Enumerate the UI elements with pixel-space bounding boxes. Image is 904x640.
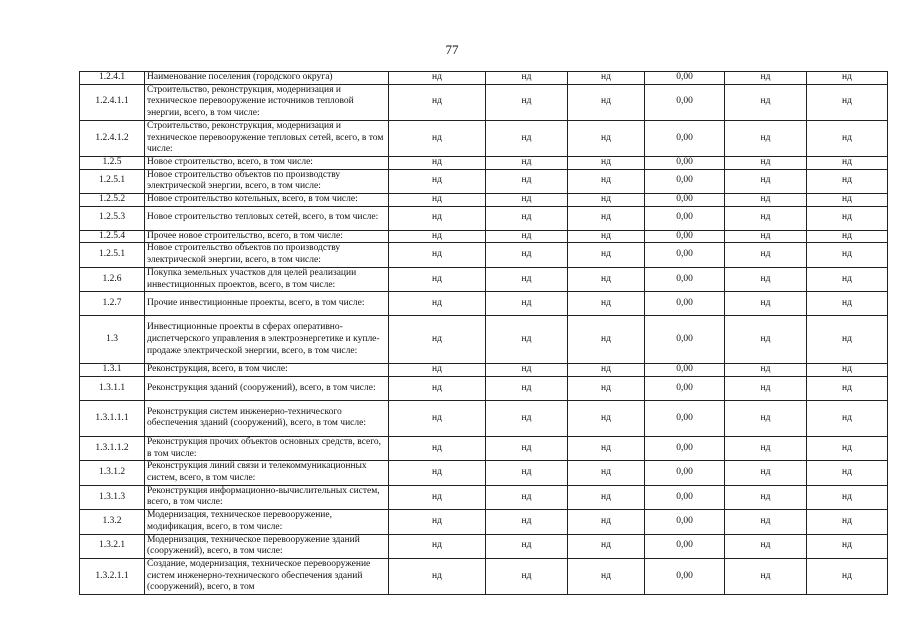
row-name: Новое строительство тепловых сетей, всего, в том числе: [145,206,389,230]
row-value-2: нд [486,485,568,509]
row-value-2: нд [486,206,568,230]
row-name: Модернизация, техническое перевооружение зданий (сооружений), всего, в том числе: [145,534,389,558]
page-number: 77 [445,42,459,57]
row-value-3: нд [568,376,645,400]
row-value-4: 0,00 [645,376,725,400]
row-value-1: нд [389,206,486,230]
row-value-1: нд [389,316,486,364]
row-value-5: нд [725,243,807,267]
row-value-4: 0,00 [645,243,725,267]
row-code: 1.2.5.4 [80,230,145,243]
row-value-1: нд [389,72,486,85]
row-value-5: нд [725,534,807,558]
row-value-1: нд [389,534,486,558]
row-value-6: нд [807,156,888,169]
row-code: 1.3.1.1.2 [80,436,145,460]
row-value-3: нд [568,364,645,377]
row-value-3: нд [568,169,645,193]
table-row [80,316,888,364]
row-name: Строительство, реконструкция, модернизация и техническое перевооружение тепловых сетей, всего, в том числе: [145,120,389,156]
row-value-2: нд [486,558,568,594]
row-value-6: нд [807,364,888,377]
table-row [80,72,888,85]
row-value-1: нд [389,169,486,193]
table-row [80,400,888,436]
row-value-4: 0,00 [645,436,725,460]
row-value-4: 0,00 [645,485,725,509]
row-value-1: нд [389,194,486,207]
table-row [80,194,888,207]
row-value-1: нд [389,558,486,594]
row-value-3: нд [568,436,645,460]
row-code: 1.2.5.3 [80,206,145,230]
row-name: Строительство, реконструкция, модернизация и техническое перевооружение источников тепловой энергии, всего, в том числе: [145,84,389,120]
table-row [80,436,888,460]
table-row [80,292,888,316]
row-value-4: 0,00 [645,194,725,207]
row-name: Покупка земельных участков для целей реализации инвестиционных проектов, всего, в том числе: [145,267,389,291]
row-code: 1.2.4.1.2 [80,120,145,156]
row-code: 1.2.5 [80,156,145,169]
row-name: Реконструкция информационно-вычислительных систем, всего, в том числе: [145,485,389,509]
row-value-5: нд [725,558,807,594]
row-value-2: нд [486,364,568,377]
row-code: 1.3 [80,316,145,364]
row-value-5: нд [725,267,807,291]
row-value-6: нд [807,230,888,243]
row-name: Новое строительство объектов по производству электрической энергии, всего, в том числе: [145,243,389,267]
row-value-1: нд [389,84,486,120]
row-value-3: нд [568,534,645,558]
row-value-3: нд [568,120,645,156]
row-value-3: нд [568,510,645,534]
table-row [80,120,888,156]
row-value-4: 0,00 [645,120,725,156]
row-value-3: нд [568,72,645,85]
row-value-6: нд [807,436,888,460]
row-name: Реконструкция линий связи и телекоммуникационных систем, всего, в том числе: [145,461,389,485]
table-row [80,84,888,120]
row-code: 1.2.5.1 [80,169,145,193]
row-value-5: нд [725,292,807,316]
row-value-4: 0,00 [645,156,725,169]
table-row [80,243,888,267]
row-value-1: нд [389,230,486,243]
row-value-3: нд [568,194,645,207]
row-value-2: нд [486,194,568,207]
row-value-2: нд [486,292,568,316]
row-value-1: нд [389,364,486,377]
row-value-5: нд [725,510,807,534]
table-row [80,534,888,558]
row-value-3: нд [568,156,645,169]
row-value-3: нд [568,400,645,436]
row-value-5: нд [725,364,807,377]
row-code: 1.3.1.3 [80,485,145,509]
row-value-3: нд [568,292,645,316]
row-code: 1.2.7 [80,292,145,316]
row-value-5: нд [725,194,807,207]
row-code: 1.3.2.1 [80,534,145,558]
row-name: Новое строительство объектов по производству электрической энергии, всего, в том числе: [145,169,389,193]
row-code: 1.2.5.2 [80,194,145,207]
row-value-1: нд [389,267,486,291]
row-value-3: нд [568,558,645,594]
row-name: Реконструкция систем инженерно-технического обеспечения зданий (сооружений), всего, в том числе: [145,400,389,436]
row-value-1: нд [389,400,486,436]
row-value-6: нд [807,376,888,400]
row-value-4: 0,00 [645,206,725,230]
row-value-6: нд [807,206,888,230]
row-value-5: нд [725,376,807,400]
row-value-2: нд [486,510,568,534]
table-row [80,558,888,594]
table-row [80,267,888,291]
row-value-5: нд [725,156,807,169]
row-value-5: нд [725,169,807,193]
row-name: Прочие инвестиционные проекты, всего, в том числе: [145,292,389,316]
row-value-2: нд [486,400,568,436]
row-value-3: нд [568,84,645,120]
row-value-2: нд [486,243,568,267]
row-code: 1.2.5.1 [80,243,145,267]
row-value-2: нд [486,461,568,485]
row-value-5: нд [725,436,807,460]
row-code: 1.3.1.2 [80,461,145,485]
table-row [80,510,888,534]
table-row [80,169,888,193]
row-value-1: нд [389,461,486,485]
row-value-1: нд [389,292,486,316]
row-value-6: нд [807,534,888,558]
table-row [80,230,888,243]
row-name: Модернизация, техническое перевооружение, модификация, всего, в том числе: [145,510,389,534]
row-code: 1.3.2.1.1 [80,558,145,594]
row-value-6: нд [807,84,888,120]
row-name: Создание, модернизация, техническое перевооружение систем инженерно-технического обеспечения зданий (сооружений), всего, в том [145,558,389,594]
row-value-1: нд [389,156,486,169]
table-row [80,364,888,377]
table-row [80,485,888,509]
row-value-5: нд [725,230,807,243]
row-name: Наименование поселения (городского округа) [145,72,389,85]
row-name: Реконструкция, всего, в том числе: [145,364,389,377]
row-code: 1.2.4.1 [80,72,145,85]
row-value-6: нд [807,72,888,85]
row-value-2: нд [486,156,568,169]
row-value-3: нд [568,316,645,364]
row-value-5: нд [725,485,807,509]
row-value-3: нд [568,206,645,230]
row-value-6: нд [807,243,888,267]
row-value-6: нд [807,120,888,156]
row-value-6: нд [807,194,888,207]
row-value-4: 0,00 [645,558,725,594]
row-value-2: нд [486,120,568,156]
row-value-2: нд [486,84,568,120]
row-value-1: нд [389,120,486,156]
row-value-5: нд [725,206,807,230]
row-value-6: нд [807,316,888,364]
row-value-4: 0,00 [645,84,725,120]
row-value-1: нд [389,510,486,534]
table-body [80,72,888,595]
row-code: 1.2.6 [80,267,145,291]
row-value-4: 0,00 [645,461,725,485]
row-code: 1.3.2 [80,510,145,534]
row-value-5: нд [725,400,807,436]
row-value-2: нд [486,230,568,243]
row-value-6: нд [807,558,888,594]
row-value-1: нд [389,485,486,509]
row-value-2: нд [486,376,568,400]
row-value-6: нд [807,461,888,485]
table-row [80,376,888,400]
row-value-1: нд [389,243,486,267]
row-value-5: нд [725,120,807,156]
row-name: Новое строительство, всего, в том числе: [145,156,389,169]
row-code: 1.2.4.1.1 [80,84,145,120]
row-value-4: 0,00 [645,267,725,291]
row-value-3: нд [568,267,645,291]
row-value-2: нд [486,436,568,460]
row-value-4: 0,00 [645,292,725,316]
row-value-4: 0,00 [645,510,725,534]
row-value-3: нд [568,230,645,243]
row-value-6: нд [807,485,888,509]
table-row [80,206,888,230]
row-value-4: 0,00 [645,169,725,193]
row-value-6: нд [807,400,888,436]
row-value-2: нд [486,534,568,558]
row-value-2: нд [486,267,568,291]
table-row [80,461,888,485]
row-value-2: нд [486,316,568,364]
row-value-6: нд [807,292,888,316]
row-value-2: нд [486,72,568,85]
table-row [80,156,888,169]
row-value-3: нд [568,461,645,485]
row-value-5: нд [725,461,807,485]
row-value-4: 0,00 [645,72,725,85]
row-value-4: 0,00 [645,534,725,558]
row-value-1: нд [389,436,486,460]
row-value-3: нд [568,485,645,509]
row-value-4: 0,00 [645,400,725,436]
row-value-6: нд [807,169,888,193]
row-name: Реконструкция зданий (сооружений), всего, в том числе: [145,376,389,400]
row-value-5: нд [725,316,807,364]
row-name: Прочее новое строительство, всего, в том числе: [145,230,389,243]
row-code: 1.3.1.1.1 [80,400,145,436]
row-code: 1.3.1.1 [80,376,145,400]
row-name: Инвестиционные проекты в сферах оперативно-диспетчерского управления в электроэнергетике и купле-продаже электрической энергии, всего, в том числе: [145,316,389,364]
row-value-5: нд [725,72,807,85]
row-value-5: нд [725,84,807,120]
row-value-6: нд [807,510,888,534]
row-name: Новое строительство котельных, всего, в том числе: [145,194,389,207]
row-value-4: 0,00 [645,364,725,377]
row-value-6: нд [807,267,888,291]
row-value-4: 0,00 [645,230,725,243]
row-value-3: нд [568,243,645,267]
row-value-2: нд [486,169,568,193]
investment-table [79,71,888,595]
row-value-1: нд [389,376,486,400]
row-code: 1.3.1 [80,364,145,377]
row-value-4: 0,00 [645,316,725,364]
row-name: Реконструкция прочих объектов основных средств, всего, в том числе: [145,436,389,460]
